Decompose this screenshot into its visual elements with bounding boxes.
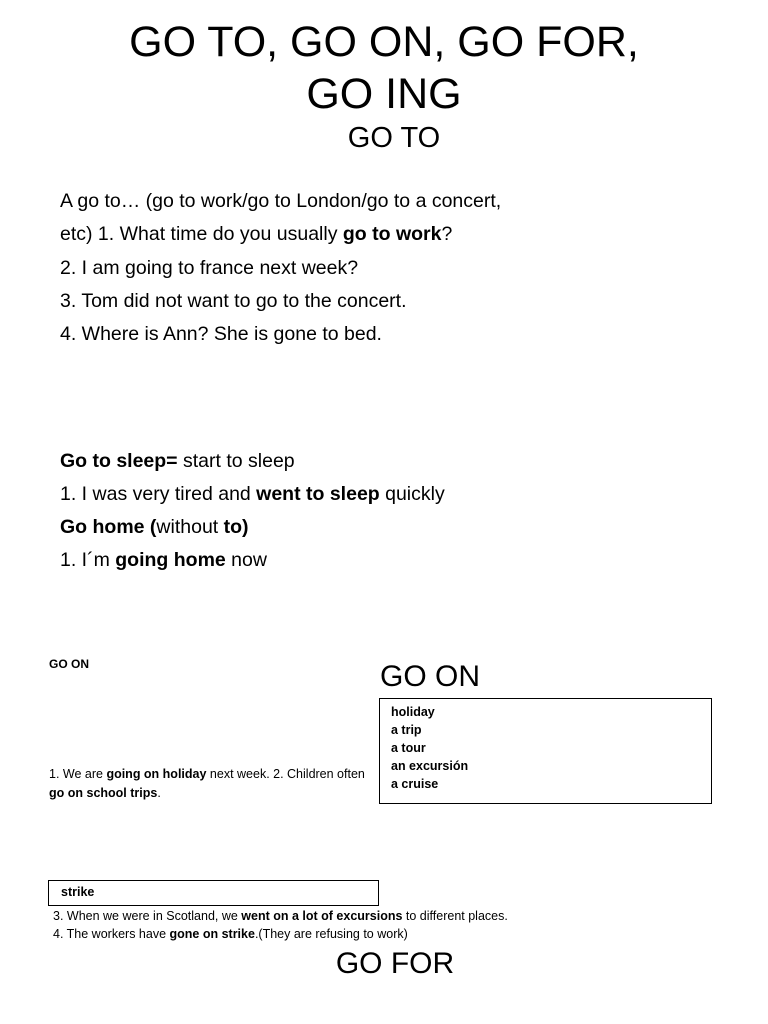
- goon-collocations-box: [379, 698, 712, 804]
- goon-small-label: GO ON: [49, 657, 90, 671]
- goon-examples-1-2: 1. We are going on holiday next week. 2. Children often go on school trips.: [49, 767, 365, 800]
- goto-example-4: 4. Where is Ann? She is gone to bed.: [60, 323, 382, 345]
- go-home-definition: Go home (without to): [60, 516, 249, 538]
- strike-box: strike: [48, 880, 379, 906]
- goto-example-1: etc) 1. What time do you usually go to work?: [60, 223, 453, 245]
- goto-heading: GO TO: [347, 122, 441, 154]
- go-home-example: 1. I´m going home now: [60, 549, 267, 571]
- gofor-heading: GO FOR: [335, 947, 455, 980]
- goto-intro: A go to… (go to work/go to London/go to a concert,: [60, 190, 502, 212]
- go-to-sleep-example: 1. I was very tired and went to sleep quickly: [60, 483, 445, 505]
- box-item: an excursión: [391, 759, 469, 773]
- goto-example-2: 2. I am going to france next week?: [60, 257, 359, 279]
- goon-heading: GO ON: [380, 660, 481, 693]
- goon-example-3: 3. When we were in Scotland, we went on a lot of excursions to different places.: [53, 909, 508, 923]
- title-line-2: GO ING: [306, 70, 462, 118]
- box-item: a cruise: [391, 777, 439, 791]
- goon-example-4: 4. The workers have gone on strike.(They are refusing to work): [53, 927, 408, 941]
- go-to-sleep-definition: Go to sleep= start to sleep: [60, 450, 295, 472]
- goto-example-3: 3. Tom did not want to go to the concert.: [60, 290, 407, 312]
- box-item: a trip: [391, 723, 422, 737]
- page-title: [0, 16, 768, 120]
- box-item: holiday: [391, 705, 435, 719]
- title-line-1: GO TO, GO ON, GO FOR,: [129, 18, 639, 66]
- box-item: a tour: [391, 741, 426, 755]
